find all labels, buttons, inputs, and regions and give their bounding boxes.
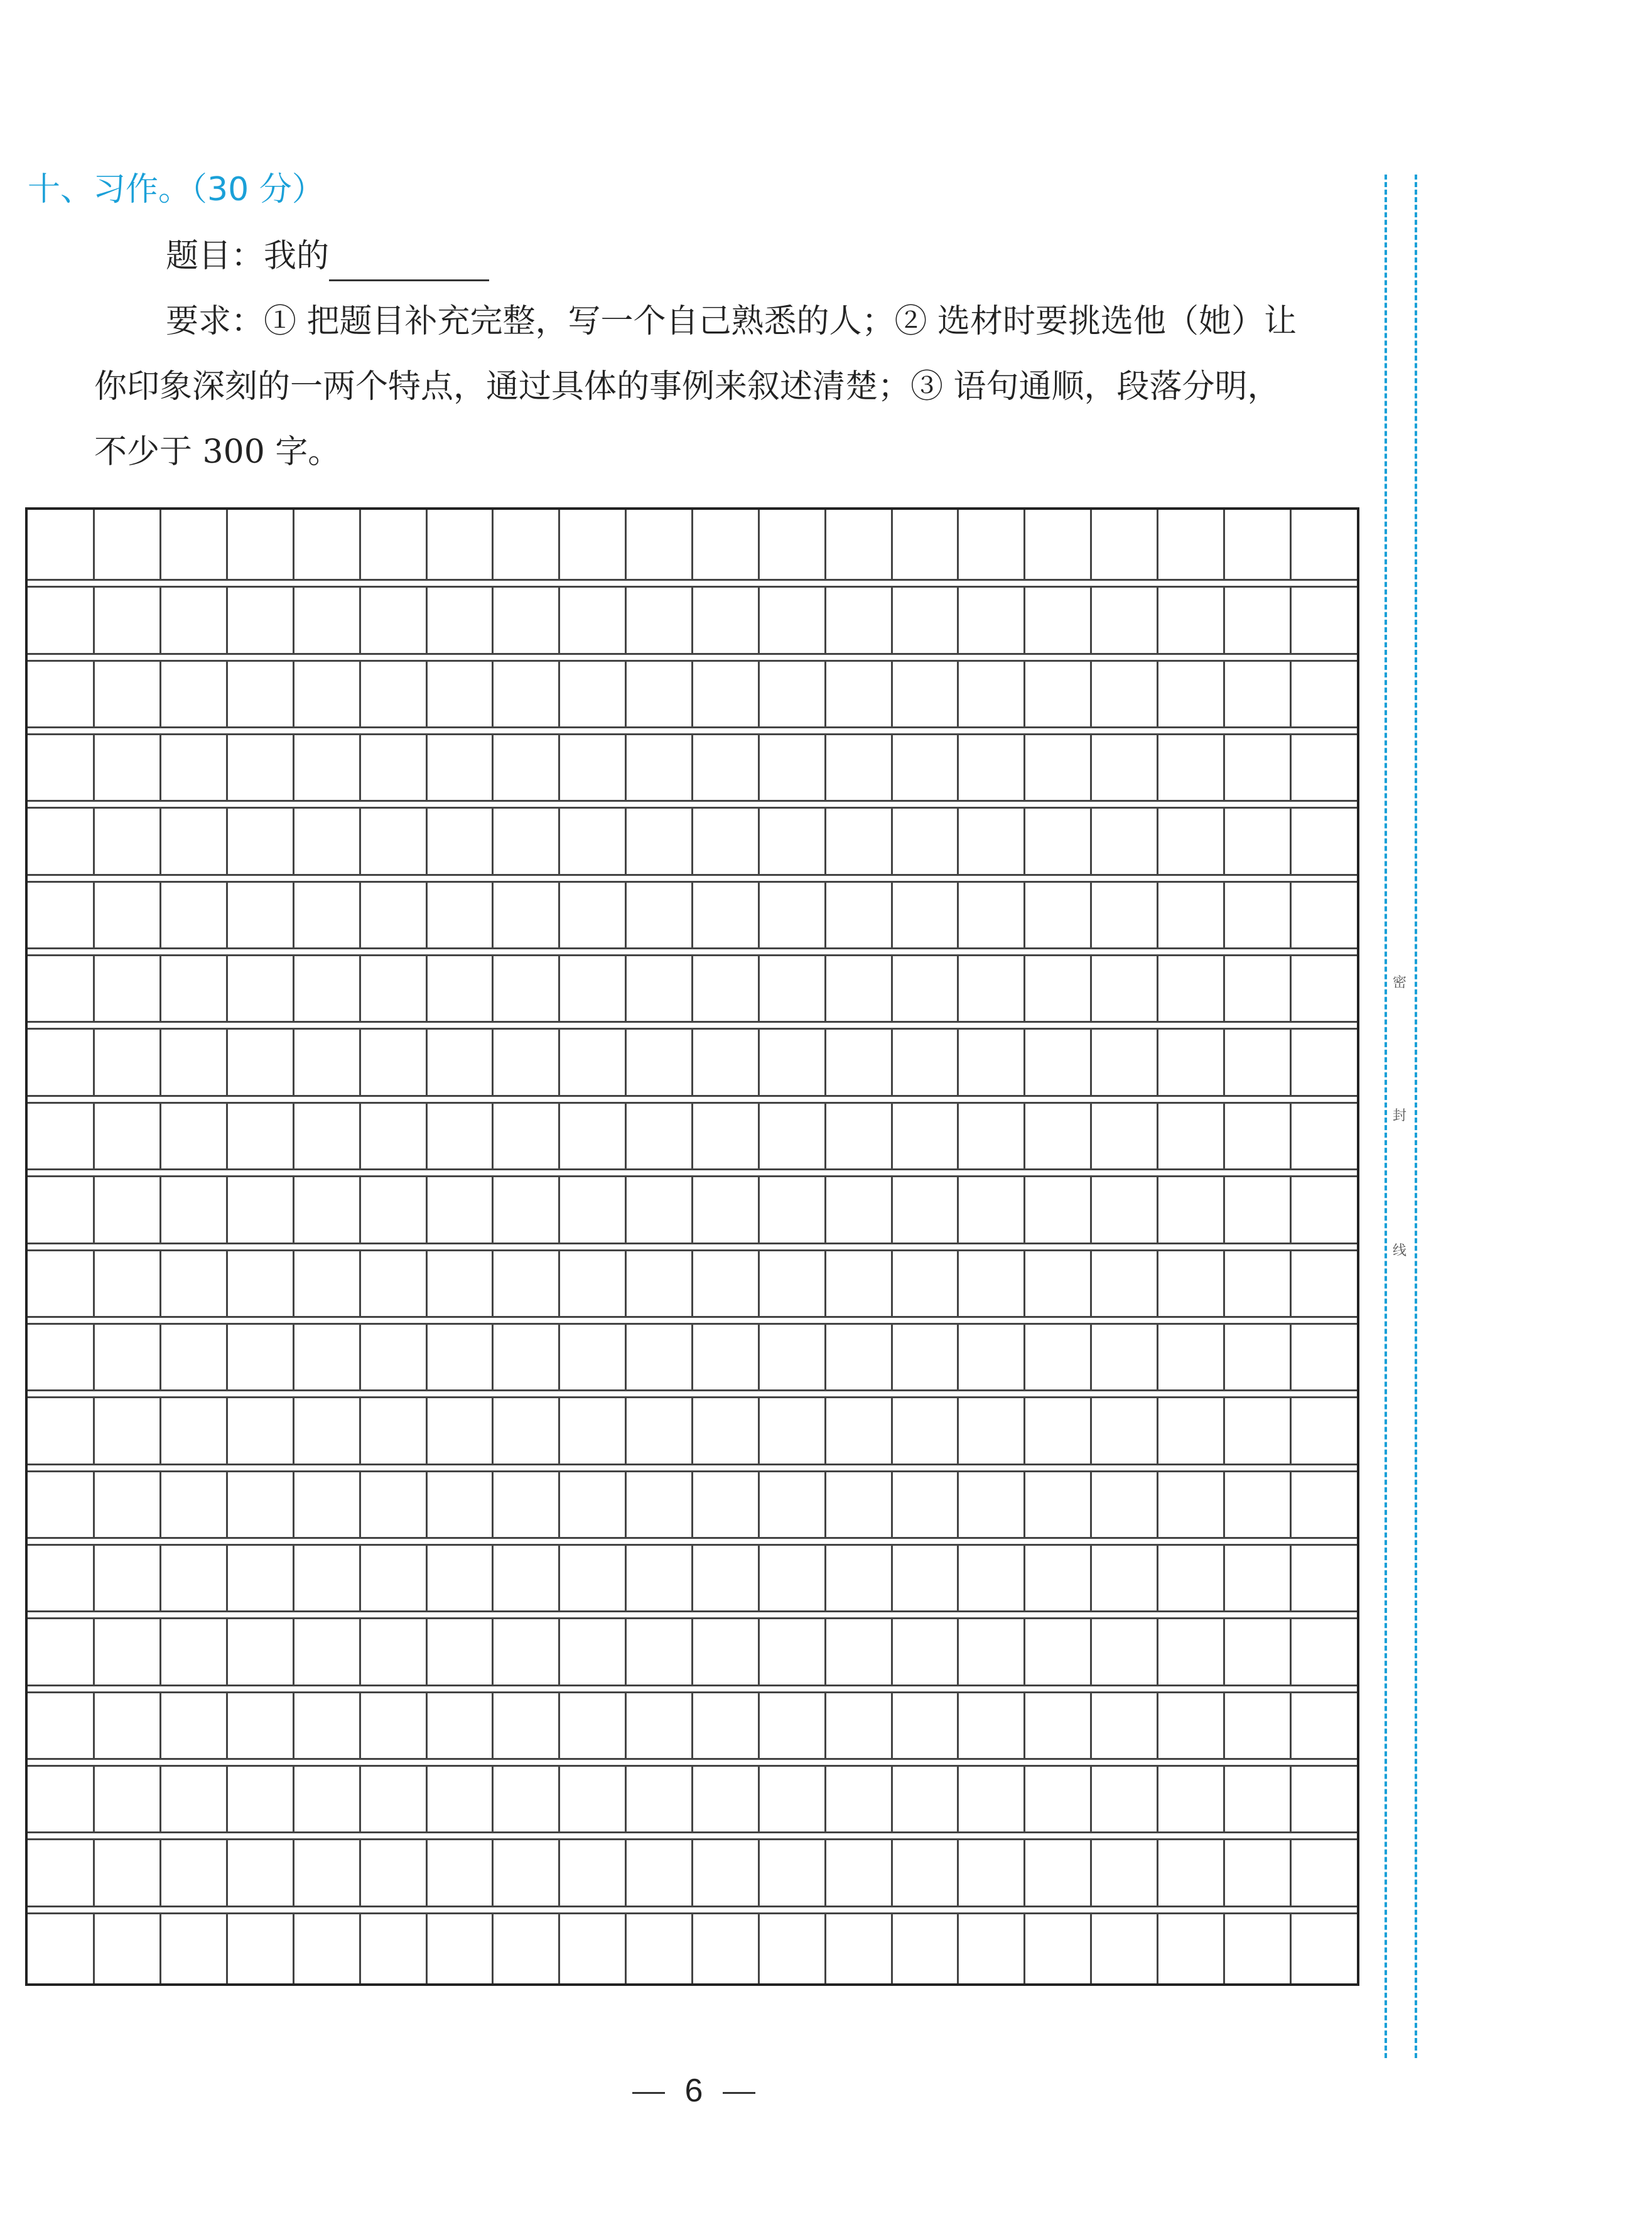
row-gap [28, 1318, 1357, 1323]
row-gap [28, 1833, 1357, 1838]
grid-row-line [28, 1175, 1357, 1177]
row-gap [28, 1907, 1357, 1912]
grid-row-line [28, 954, 1357, 956]
row-gap [28, 876, 1357, 881]
page-number: 6 [684, 2073, 703, 2109]
binding-dash-line-right [1415, 175, 1417, 2058]
seal-label-feng: 封 [1393, 1108, 1407, 1124]
grid-row-line [28, 660, 1357, 662]
grid-row-line [28, 1249, 1357, 1251]
grid-row-line [28, 586, 1357, 588]
footer-dash-right [723, 2092, 755, 2094]
grid-row-line [28, 881, 1357, 883]
grid-row-line [28, 1765, 1357, 1767]
row-gap [28, 1023, 1357, 1028]
grid-row-line [28, 1912, 1357, 1914]
row-gap [28, 1612, 1357, 1617]
grid-row-line [28, 1102, 1357, 1104]
title-blank[interactable] [329, 242, 489, 281]
title-label: 题目：我的 [166, 237, 330, 275]
grid-row-line [28, 733, 1357, 735]
row-gap [28, 728, 1357, 733]
row-gap [28, 1391, 1357, 1396]
row-gap [28, 1465, 1357, 1470]
row-gap [28, 1244, 1357, 1249]
grid-row-line [28, 1617, 1357, 1619]
seal-label-xian: 线 [1393, 1243, 1407, 1259]
row-gap [28, 1170, 1357, 1175]
row-gap [28, 949, 1357, 954]
grid-row-line [28, 1323, 1357, 1325]
grid-row-line [28, 807, 1357, 809]
section-heading: 十、习作。（30 分） [28, 171, 325, 208]
row-gap [28, 581, 1357, 586]
grid-row-line [28, 1396, 1357, 1398]
grid-row-line [28, 1470, 1357, 1472]
row-gap [28, 1539, 1357, 1544]
row-gap [28, 655, 1357, 660]
requirement-line-2: 你印象深刻的一两个特点，通过具体的事例来叙述清楚；③ 语句通顺，段落分明， [94, 368, 1280, 406]
row-gap [28, 1760, 1357, 1765]
footer-dash-left [632, 2092, 665, 2094]
writing-grid[interactable] [25, 507, 1359, 1986]
binding-dash-line-left [1385, 175, 1387, 2058]
essay-title-prompt [166, 231, 489, 281]
seal-label-mi: 密 [1393, 975, 1407, 991]
grid-row-line [28, 1691, 1357, 1693]
requirement-line-3: 不少于 300 字。 [94, 433, 341, 471]
grid-row-line [28, 1028, 1357, 1030]
grid-row-line [28, 1838, 1357, 1840]
page-footer [0, 2072, 1388, 2110]
row-gap [28, 802, 1357, 807]
row-gap [28, 1097, 1357, 1102]
grid-row-line [28, 1544, 1357, 1546]
requirement-line-1: 要求：① 把题目补充完整，写一个自己熟悉的人；② 选材时要挑选他（她）让 [166, 303, 1297, 340]
row-gap [28, 1686, 1357, 1691]
